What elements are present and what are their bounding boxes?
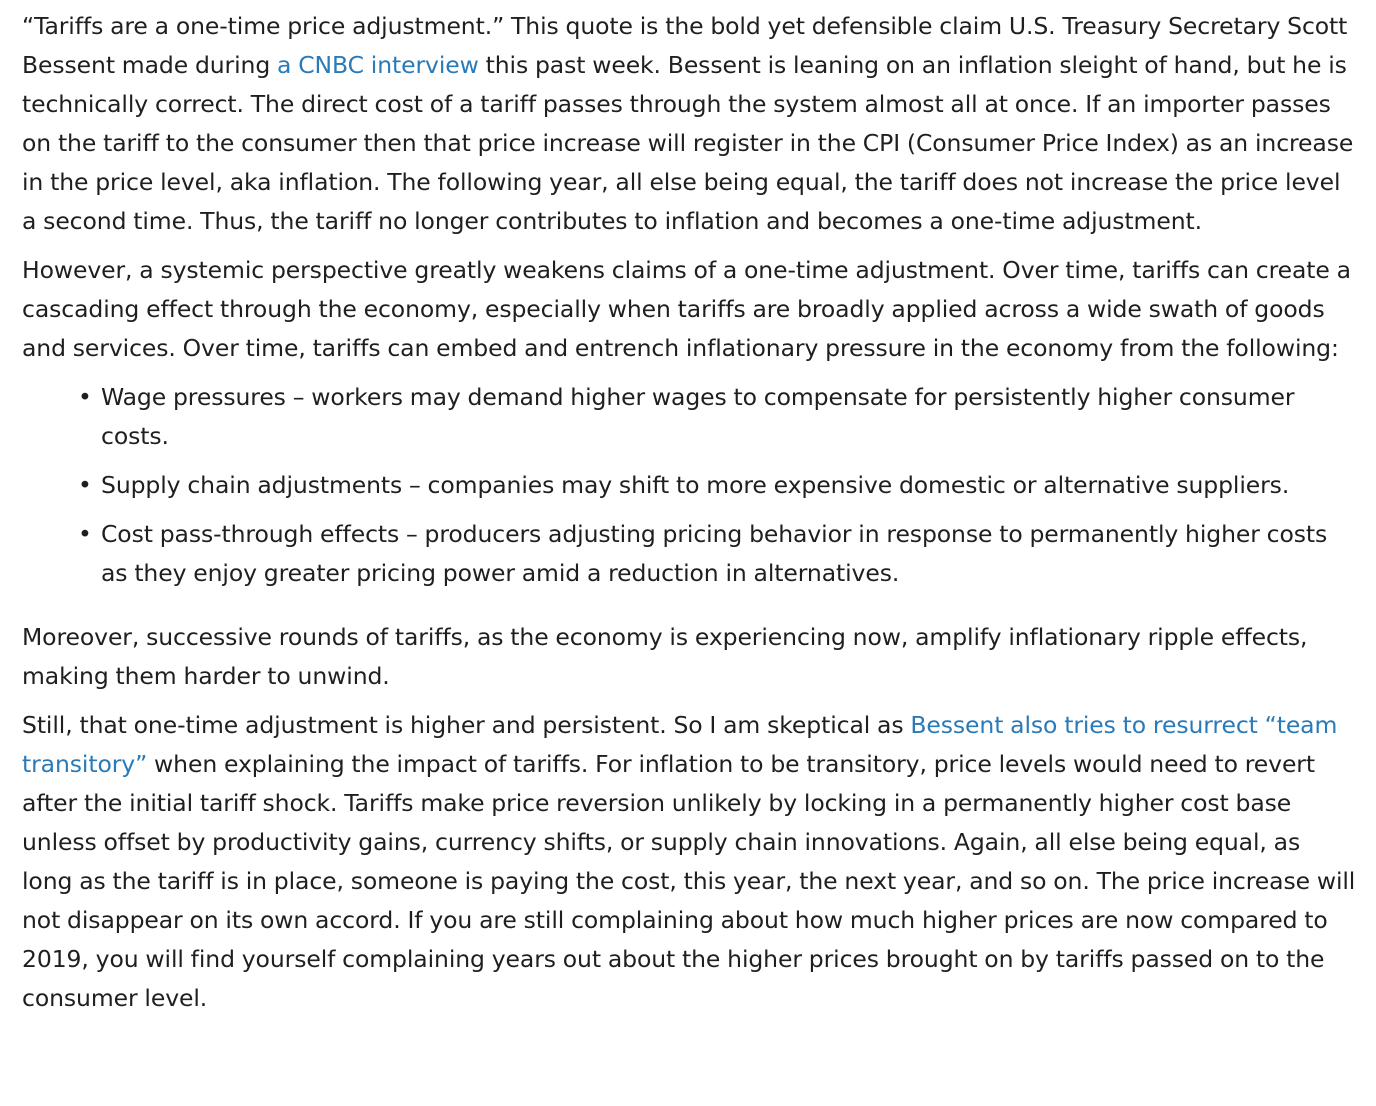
list-item: • Supply chain adjustments – companies may shift to more expensive domestic or alternative suppliers. (101, 466, 1356, 505)
paragraph-2: However, a systemic perspective greatly weakens claims of a one-time adjustment. Over time, tariffs can create a cascading effect through the economy, especially when tariffs are broadly applied across a wide swath of goods and services. Over time, tariffs can embed and entrench inflationary pressure in the economy from the following: (22, 256, 1351, 362)
list-item: • Wage pressures – workers may demand higher wages to compensate for persistently higher consumer costs. (101, 378, 1356, 456)
paragraph-1 (22, 7, 1356, 241)
paragraph-4-text-a: Still, that one-time adjustment is higher and persistent. So I am skeptical as (22, 711, 911, 739)
team-transitory-link[interactable]: Bessent also tries to resurrect “team transitory” (22, 711, 1338, 778)
paragraph-4-text-b: when explaining the impact of tariffs. For inflation to be transitory, price levels would need to revert after the initial tariff shock. Tariffs make price reversion unlikely by locking in a permanently higher cost base unless offset by productivity gains, currency shifts, or supply chain innovations. Again, all else being equal, as long as the tariff is in place, someone is paying the cost, this year, the next year, and so on. The price increase will not disappear on its own accord. If you are still complaining about how much higher prices are now compared to 2019, you will find yourself complaining years out about the higher prices brought on by tariffs passed on to the consumer level. (22, 750, 1356, 1012)
paragraph-3: Moreover, successive rounds of tariffs, as the economy is experiencing now, amplify inflationary ripple effects, making them harder to unwind. (22, 623, 1308, 690)
bullet-list (22, 378, 1356, 593)
cnbc-interview-link[interactable]: a CNBC interview (277, 51, 479, 79)
list-item: • Cost pass-through effects – producers adjusting pricing behavior in response to permanently higher costs as they enjoy greater pricing power amid a reduction in alternatives. (101, 515, 1356, 593)
paragraph-1-text-b: this past week. Bessent is leaning on an inflation sleight of hand, but he is technically correct. The direct cost of a tariff passes through the system almost all at once. If an importer passes on the tariff to the consumer then that price increase will register in the CPI (Consumer Price Index) as an increase in the price level, aka inflation. The following year, all else being equal, the tariff does not increase the price level a second time. Thus, the tariff no longer contributes to inflation and becomes a one-time adjustment. (22, 51, 1354, 235)
article-body (22, 7, 1356, 1018)
paragraph-4 (22, 706, 1356, 1018)
paragraph-1-text-a: “Tariffs are a one-time price adjustment.” This quote is the bold yet defensible claim U.S. Treasury Secretary Scott Bessent made during (22, 12, 1348, 79)
